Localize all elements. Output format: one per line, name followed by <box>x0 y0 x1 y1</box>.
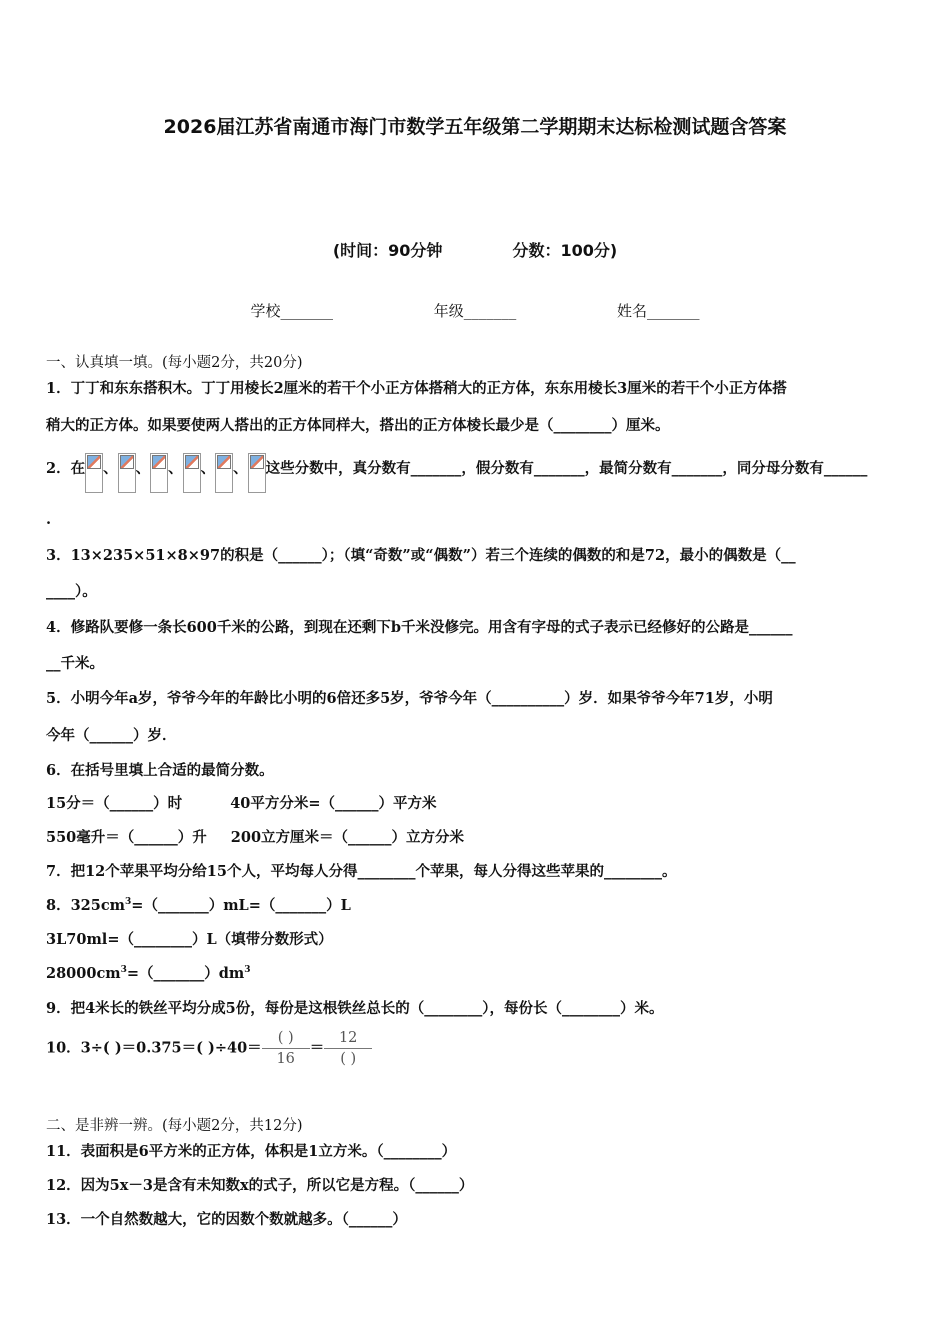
fraction-image-icon <box>215 453 233 493</box>
question-8-a <box>46 894 351 915</box>
question-2-cont: . <box>46 511 52 528</box>
question-3-line-2: ____）。 <box>46 583 97 600</box>
school-field[interactable]: 学校_______ <box>250 302 333 320</box>
grade-field[interactable]: 年级_______ <box>433 302 517 320</box>
equals-sign: ＝ <box>309 1039 325 1057</box>
question-13: 13．一个自然数越大，它的因数个数就越多。（______） <box>46 1211 407 1228</box>
question-8-c <box>46 962 251 983</box>
page-title: 2026届江苏省南通市海门市数学五年级第二学期期末达标检测试题含答案 <box>163 116 787 138</box>
question-7: 7．把12个苹果平均分给15个人，平均每人分得________个苹果，每人分得这些苹果的________。 <box>46 863 677 880</box>
question-8-a-rest: =（_______）mL=（_______）L <box>131 897 351 914</box>
separator: 、 <box>233 460 248 477</box>
question-6-line-1: 6．在括号里填上合适的最简分数。 <box>46 762 274 779</box>
separator: 、 <box>168 460 183 477</box>
question-6-b: 40平方分米=（______）平方米 <box>230 795 437 812</box>
exam-meta <box>0 238 950 261</box>
question-6-a: 15分＝（______）时 <box>46 795 183 812</box>
fraction-image-icon <box>183 453 201 493</box>
question-3-line-1: 3．13×235×51×8×97的积是（______）；（填“奇数”或“偶数”）若三个连续的偶数的和是72，最小的偶数是（__ <box>46 547 796 564</box>
question-9: 9．把4米长的铁丝平均分成5份，每份是这根铁丝总长的（________），每份长（________）米。 <box>46 1000 664 1017</box>
question-8-a-lead: 8．325cm <box>46 897 126 914</box>
name-field[interactable]: 姓名_______ <box>617 302 700 320</box>
exam-time: (时间：90分钟 <box>332 241 443 260</box>
question-2 <box>46 457 867 493</box>
question-5-line-1: 5．小明今年a岁，爷爷今年的年龄比小明的6倍还多5岁，爷爷今年（__________）岁．如果爷爷今年71岁，小明 <box>46 690 773 707</box>
student-info <box>0 300 950 321</box>
question-1-line-2: 稍大的正方体。如果要使两人搭出的正方体同样大，搭出的正方体棱长最少是（________）厘米。 <box>46 417 670 434</box>
fraction-2 <box>324 1030 372 1067</box>
question-1-line-1: 1．丁丁和东东搭积木。丁丁用棱长2厘米的若干个小正方体搭稍大的正方体，东东用棱长3厘米的若干个小正方体搭 <box>46 380 787 397</box>
question-8-c-lead: 28000cm <box>46 965 121 982</box>
separator: 、 <box>103 460 118 477</box>
fraction-image-icon <box>118 453 136 493</box>
question-5-line-2: 今年（______）岁． <box>46 727 177 744</box>
fraction-1 <box>262 1030 310 1067</box>
question-4-line-2: __千米。 <box>46 655 104 672</box>
fraction-1-numerator: ( ) <box>277 1030 294 1046</box>
section-2-heading: 二、是非辨一辨。(每小题2分，共12分) <box>46 1118 303 1134</box>
section-1-heading: 一、认真填一填。(每小题2分，共20分) <box>46 355 303 371</box>
separator: 、 <box>200 460 216 477</box>
fraction-image-icon <box>248 453 266 493</box>
exam-score: 分数：100分) <box>512 241 618 260</box>
question-10 <box>46 1030 372 1067</box>
question-6-row-2 <box>46 826 464 847</box>
cubic-superscript: 3 <box>125 897 132 908</box>
separator: 、 <box>135 460 151 477</box>
question-2-prefix: 2．在 <box>46 460 86 477</box>
cubic-superscript: 3 <box>120 965 127 976</box>
question-12: 12．因为5x－3是含有未知数x的式子，所以它是方程。（______） <box>46 1177 474 1194</box>
fraction-1-denominator: 16 <box>276 1051 295 1067</box>
question-4-line-1: 4．修路队要修一条长600千米的公路，到现在还剩下b千米没修完。用含有字母的式子表示已经修好的公路是______ <box>46 619 793 636</box>
cubic-superscript: 3 <box>244 965 251 976</box>
question-8-b: 3L70ml=（________）L（填带分数形式） <box>46 931 333 948</box>
fraction-image-icon <box>150 453 168 493</box>
fraction-2-numerator: 12 <box>338 1030 358 1046</box>
question-6-d: 200立方厘米＝（______）立方分米 <box>230 829 465 846</box>
question-6-row-1 <box>46 792 437 813</box>
question-11: 11．表面积是6平方米的正方体，体积是1立方米。（________） <box>46 1143 457 1160</box>
question-8-c-rest: =（_______）dm <box>126 965 245 982</box>
question-10-lead: 10．3÷( )＝0.375＝( )÷40＝ <box>46 1039 262 1057</box>
question-2-suffix: 这些分数中，真分数有_______，假分数有_______，最简分数有_______，同分母分数有______ <box>265 460 868 477</box>
fraction-2-denominator: ( ) <box>340 1051 357 1067</box>
question-6-c: 550毫升＝（______）升 <box>46 829 207 846</box>
fraction-image-icon <box>85 453 103 493</box>
